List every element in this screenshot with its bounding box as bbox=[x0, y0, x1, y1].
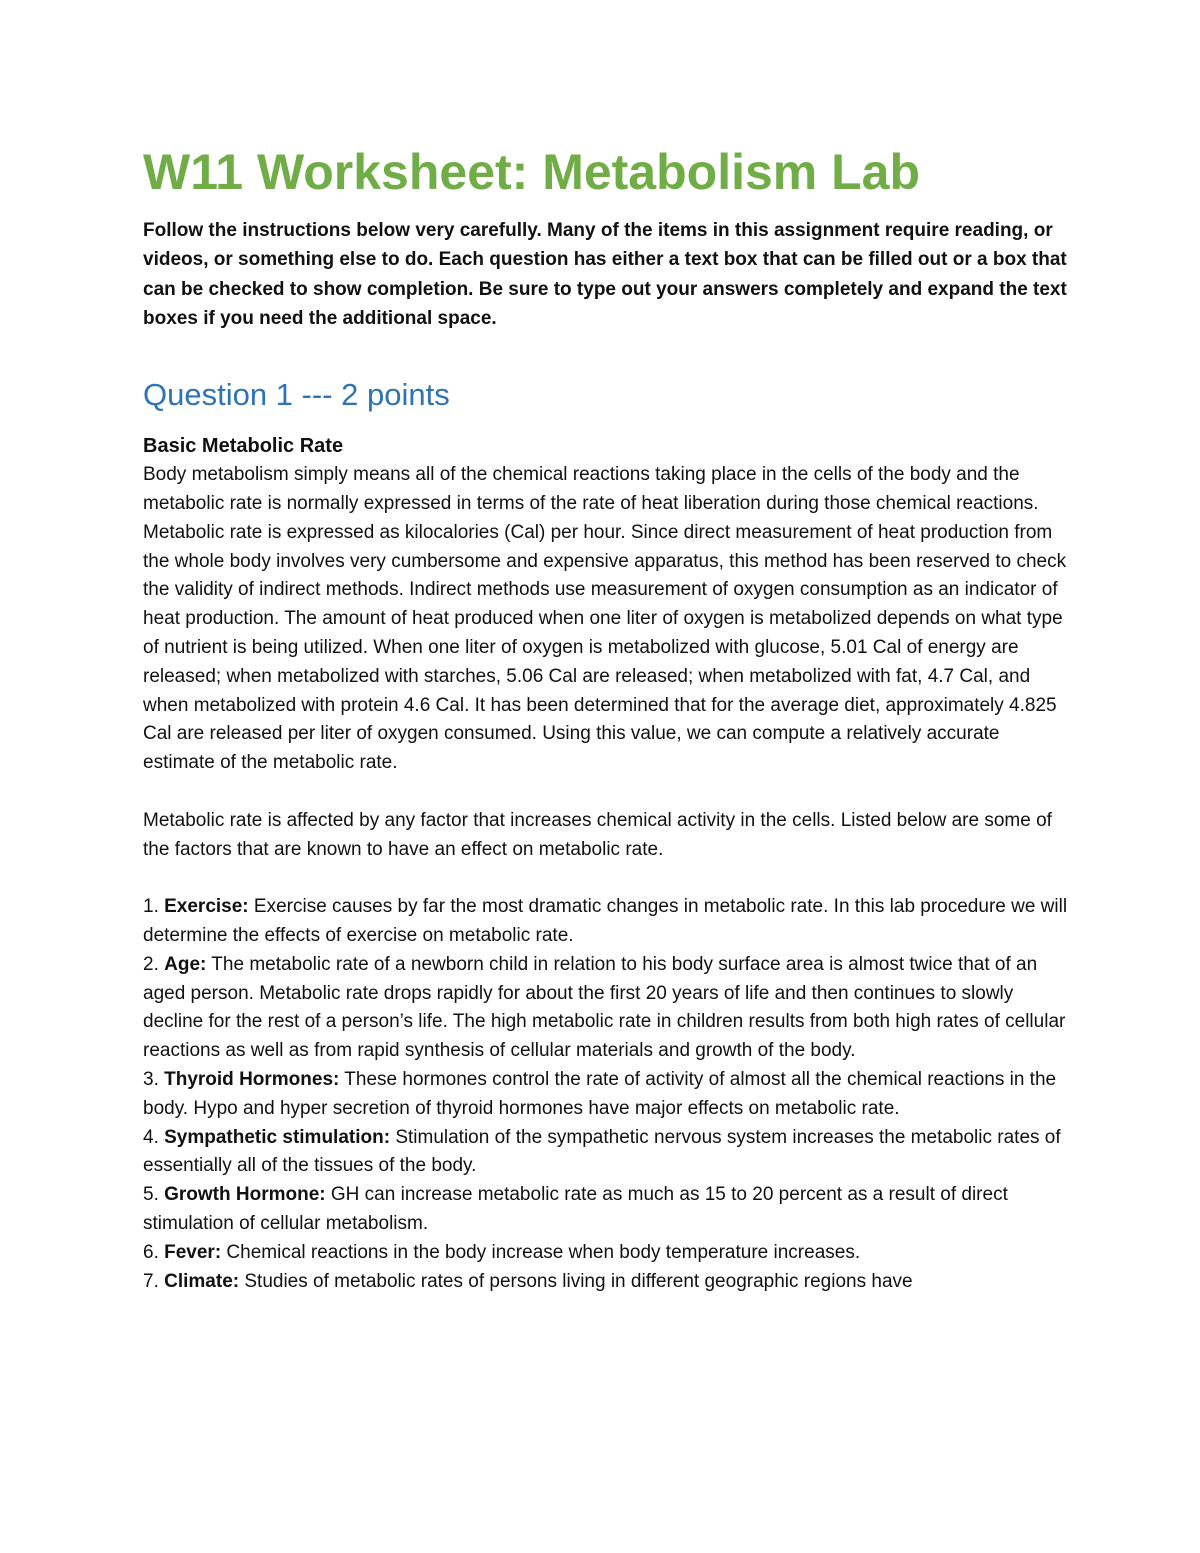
document-page bbox=[143, 140, 1068, 1296]
factor-name: Fever: bbox=[164, 1241, 222, 1263]
factor-text: Exercise causes by far the most dramatic changes in metabolic rate. In this lab procedure we will determine the effects of exercise on metabolic rate. bbox=[143, 896, 1068, 946]
factor-number: 1. bbox=[143, 896, 165, 918]
list-item bbox=[143, 1124, 1068, 1182]
factor-name: Age: bbox=[164, 953, 207, 975]
factor-number: 5. bbox=[143, 1184, 165, 1206]
question-1-heading: Question 1 --- 2 points bbox=[143, 377, 450, 413]
section-subheading: Basic Metabolic Rate bbox=[143, 435, 344, 458]
factor-number: 2. bbox=[143, 953, 165, 975]
factor-name: Growth Hormone: bbox=[164, 1184, 326, 1206]
list-item bbox=[143, 951, 1068, 1066]
factor-text: GH can increase metabolic rate as much as 15 to 20 percent as a result of direct stimulation of cellular metabolism. bbox=[143, 1184, 1008, 1234]
factor-number: 4. bbox=[143, 1126, 165, 1148]
factor-text: Studies of metabolic rates of persons living in different geographic regions have bbox=[239, 1270, 913, 1292]
factor-name: Exercise: bbox=[164, 896, 249, 918]
factor-text: Stimulation of the sympathetic nervous system increases the metabolic rates of essentially all of the tissues of the body. bbox=[143, 1126, 1061, 1177]
factor-number: 7. bbox=[143, 1270, 165, 1292]
list-item bbox=[143, 1239, 1068, 1268]
worksheet-title: W11 Worksheet: Metabolism Lab bbox=[143, 144, 921, 200]
factor-name: Climate: bbox=[164, 1270, 240, 1292]
factor-text: Chemical reactions in the body increase when body temperature increases. bbox=[221, 1241, 861, 1263]
factor-number: 6. bbox=[143, 1241, 165, 1263]
factor-text: The metabolic rate of a newborn child in relation to his body surface area is almost twice that of an aged person. Metabolic rate drops rapidly for about the first 20 years of life and then continues to slowly decline for the rest of a person’s life. The high metabolic rate in children results from both high rates of cellular reactions as well as from rapid synthesis of cellular materials and growth of the body. bbox=[143, 953, 1066, 1062]
factor-number: 3. bbox=[143, 1068, 165, 1090]
list-item bbox=[143, 1066, 1068, 1124]
list-item bbox=[143, 893, 1068, 951]
instructions-paragraph: Follow the instructions below very carefully. Many of the items in this assignment require reading, or videos, or something else to do. Each question has either a text box that can be filled out or a box that can be checked to show completion. Be sure to type out your answers completely and expand the text boxes if you need the additional space. bbox=[143, 220, 1067, 329]
factor-name: Thyroid Hormones: bbox=[164, 1068, 340, 1090]
body-paragraph: Metabolic rate is affected by any factor that increases chemical activity in the cells. Listed below are some of the factors that are known to have an effect on metabolic rate. bbox=[143, 809, 1052, 860]
factor-text: These hormones control the rate of activity of almost all the chemical reactions in the body. Hypo and hyper secretion of thyroid hormones have major effects on metabolic rate. bbox=[143, 1068, 1057, 1119]
body-paragraph: Body metabolism simply means all of the chemical reactions taking place in the cells of the body and the metabolic rate is normally expressed in terms of the rate of heat liberation during those chemical reactions. Metabolic rate is expressed as kilocalories (Cal) per hour. Since direct measurement of heat production from the whole body involves very cumbersome and expensive apparatus, this method has been reserved to check the validity of indirect methods. Indirect methods use measurement of oxygen consumption as an indicator of heat production. The amount of heat produced when one liter of oxygen is metabolized depends on what type of nutrient is being utilized. When one liter of oxygen is metabolized with glucose, 5.01 Cal of energy are released; when metabolized with starches, 5.06 Cal are released; when metabolized with fat, 4.7 Cal, and when metabolized with protein 4.6 Cal. It has been determined that for the average diet, approximately 4.825 Cal are released per liter of oxygen consumed. Using this value, we can compute a relatively accurate estimate of the metabolic rate. bbox=[143, 464, 1067, 774]
list-item bbox=[143, 1181, 1068, 1239]
list-item bbox=[143, 1268, 1068, 1297]
factor-list bbox=[143, 893, 1068, 1296]
factor-name: Sympathetic stimulation: bbox=[164, 1126, 391, 1148]
